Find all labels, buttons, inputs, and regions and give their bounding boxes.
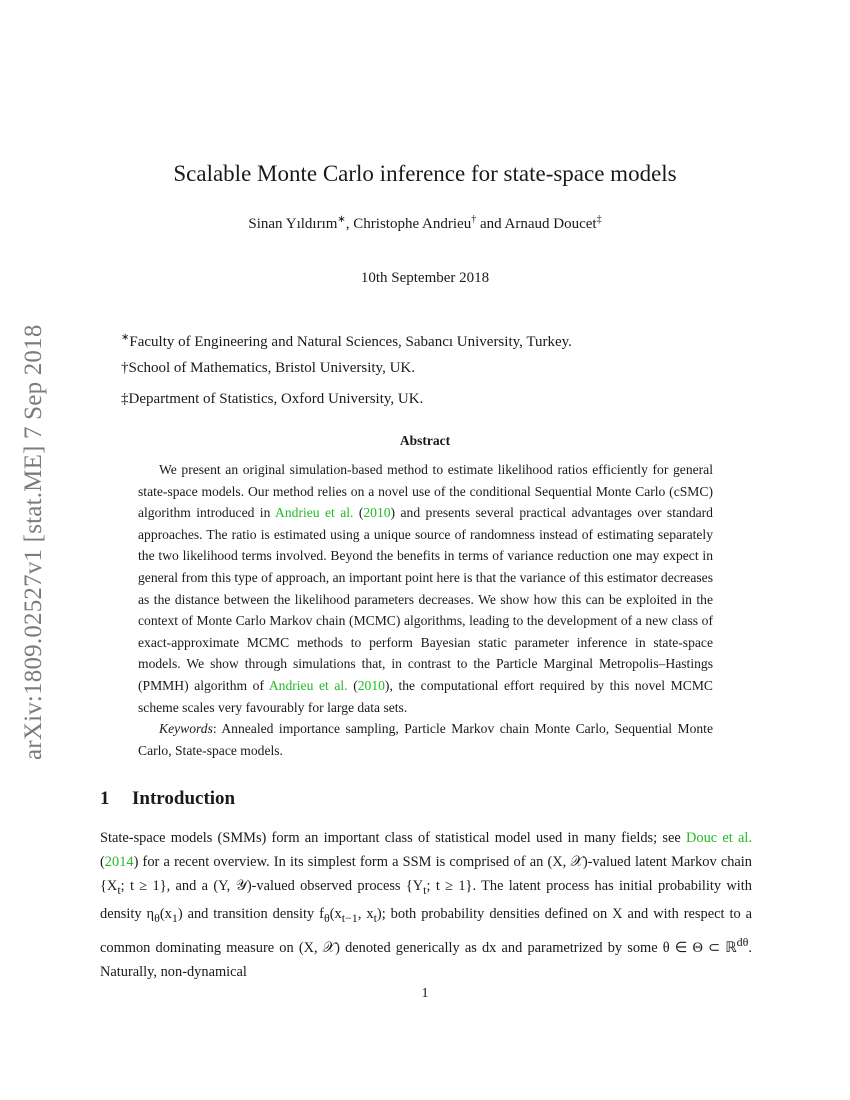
author-separator: and: [476, 216, 505, 232]
intro-text: ); both probability densities defined on X and with respect to a common dominating measure on (X, 𝒳) denoted generically as dx and parametrized by some θ ∈ Θ ⊂ ℝ: [100, 905, 752, 956]
math-superscript: dθ: [736, 934, 749, 949]
intro-text: , x: [357, 905, 374, 922]
affiliation-mark: †: [121, 360, 129, 376]
math-subscript: t: [423, 882, 427, 897]
abstract-text: We present an original simulation-based method to estimate likelihood ratios efficiently for general state-space models. Our method relies on a novel use of the conditional Sequential Monte Carlo (cSMC) algorithm introduced in: [138, 462, 713, 521]
author-name: Arnaud Doucet: [504, 216, 597, 232]
affiliation: [121, 388, 741, 410]
author-mark: ∗: [337, 214, 346, 225]
abstract-body: [138, 459, 713, 761]
affiliation-mark: ∗: [121, 332, 130, 343]
affiliation: [121, 327, 741, 353]
keywords: [138, 718, 713, 761]
arxiv-sidebar: [17, 265, 51, 760]
author-name: Christophe Andrieu: [353, 216, 472, 232]
intro-text: (x: [329, 905, 342, 922]
paper-title: Scalable Monte Carlo inference for state-space models: [173, 161, 677, 186]
math-subscript: θ: [323, 910, 330, 925]
citation-year-link[interactable]: 2014: [104, 854, 134, 870]
intro-text: State-space models (SMMs) form an important class of statistical model used in many fields; see: [100, 830, 686, 846]
intro-paragraph: State-space models (SMMs) form an important class of statistical model used in many fields; see Douc et al. (2014) for a recent overview. In its simplest form a SSM is comprised of an (X, 𝒳)-valued latent Markov chain {$X_t$; t ≥ 1}, and a (Y, 𝒴)-valued observed process {$Y_t$; t ≥ 1}. The latent process has initial probability with density $\eta_\theta(x_1)$ and transition density $f_\theta(x_{t-1}$, $x_t$); both probability densities defined on X and with respect to a common dominating measure on (X, 𝒳) denoted generically as dx and parametrized by some θ ∈ Θ ⊂ ℝ$^{d\theta}$. Naturally, non-dynamical: [100, 830, 752, 980]
affiliation-text: School of Mathematics, Bristol University, UK.: [128, 360, 415, 376]
affiliation-text: Department of Statistics, Oxford University, UK.: [128, 391, 424, 407]
citation-link[interactable]: Andrieu et al.: [275, 505, 354, 521]
author-mark: ‡: [596, 214, 602, 225]
author-name: Sinan Yıldırım: [248, 216, 338, 232]
author-list: [100, 208, 750, 236]
page-number: 1: [421, 986, 429, 1001]
paper-date: 10th September 2018: [360, 270, 490, 286]
author-separator: ,: [345, 216, 354, 232]
citation-year-link[interactable]: 2010: [357, 677, 385, 693]
keywords-label: Keywords: [159, 721, 213, 737]
abstract-paragraph: We present an original simulation-based method to estimate likelihood ratios efficiently for general state-space models. Our method relies on a novel use of the conditional Sequential Monte Carlo (cSMC) algorithm introduced in Andrieu et al. (2010) and presents several practical advantages over standard approaches. The ratio is estimated using a unique source of randomness instead of estimating separately the two likelihood terms involved. Beyond the benefits in terms of variance reduction one may expect in general from this type of approach, an important point here is that the variance of this estimator decreases as the distance between the likelihood parameters decreases. We show how this can be exploited in the context of Monte Carlo Markov chain (MCMC) algorithms, leading to the development of a new class of exact-approximate MCMC methods to perform Bayesian static parameter inference in state-space models. We show through simulations that, in contrast to the Particle Marginal Metropolis–Hastings (PMMH) algorithm of Andrieu et al. (2010), the computational effort required by this novel MCMC scheme scales very favourably for large data sets.: [138, 462, 713, 715]
intro-text: ) and transition density f: [177, 905, 324, 922]
intro-body: [100, 826, 752, 984]
abstract-text: and presents several practical advantages over standard approaches. The ratio is estimated using a unique source of randomness instead of estimating separately the two likelihood terms involved. Beyond the benefits in terms of variance reduction one may expect in general from this type of approach, an important point here is that the variance of this estimator decreases as the distance between the likelihood parameters decreases. We show how this can be exploited in the context of Monte Carlo Markov chain (MCMC) algorithms, leading to the development of a new class of exact-approximate MCMC methods to perform Bayesian static parameter inference in state-space models. We show through simulations that, in contrast to the Particle Marginal Metropolis–Hastings (PMMH) algorithm of: [138, 505, 713, 693]
abstract-heading: Abstract: [399, 433, 451, 448]
intro-text: . Naturally, non-dynamical: [100, 939, 752, 980]
author-mark: †: [471, 214, 477, 225]
intro-text: for a recent overview. In its simplest form a SSM is comprised of an (X, 𝒳)-valued latent Markov chain {X: [100, 854, 752, 894]
citation-link[interactable]: Andrieu et al.: [268, 677, 348, 693]
arxiv-identifier: arXiv:1809.02527v1 [stat.ME] 7 Sep 2018: [20, 324, 47, 760]
math-subscript: 1: [171, 910, 178, 925]
math-subscript: t: [373, 910, 377, 925]
section-number: 1: [100, 788, 110, 809]
section-heading: [100, 788, 235, 810]
abstract-text: , the computational effort required by this novel MCMC scheme scales very favourably for large data sets.: [138, 677, 713, 715]
math-subscript: t: [117, 882, 121, 897]
citation-link[interactable]: Douc et al.: [686, 830, 752, 846]
math-subscript: θ: [154, 910, 160, 925]
intro-text: ; t ≥ 1}. The latent process has initial probability with density η: [100, 878, 752, 922]
affiliation-mark: ‡: [121, 391, 129, 407]
intro-text: (x: [159, 905, 172, 922]
math-subscript: t−1: [341, 910, 358, 925]
section-title: Introduction: [132, 788, 236, 809]
keywords-text: : Annealed importance sampling, Particle Markov chain Monte Carlo, Sequential Monte Carlo, State-space models.: [138, 721, 713, 758]
affiliation-text: Faculty of Engineering and Natural Sciences, Sabancı University, Turkey.: [129, 334, 572, 350]
citation-year-link[interactable]: 2010: [363, 505, 391, 521]
affiliation: [121, 357, 741, 379]
intro-text: ; t ≥ 1}, and a (Y, 𝒴)-valued observed process {Y: [120, 878, 424, 894]
